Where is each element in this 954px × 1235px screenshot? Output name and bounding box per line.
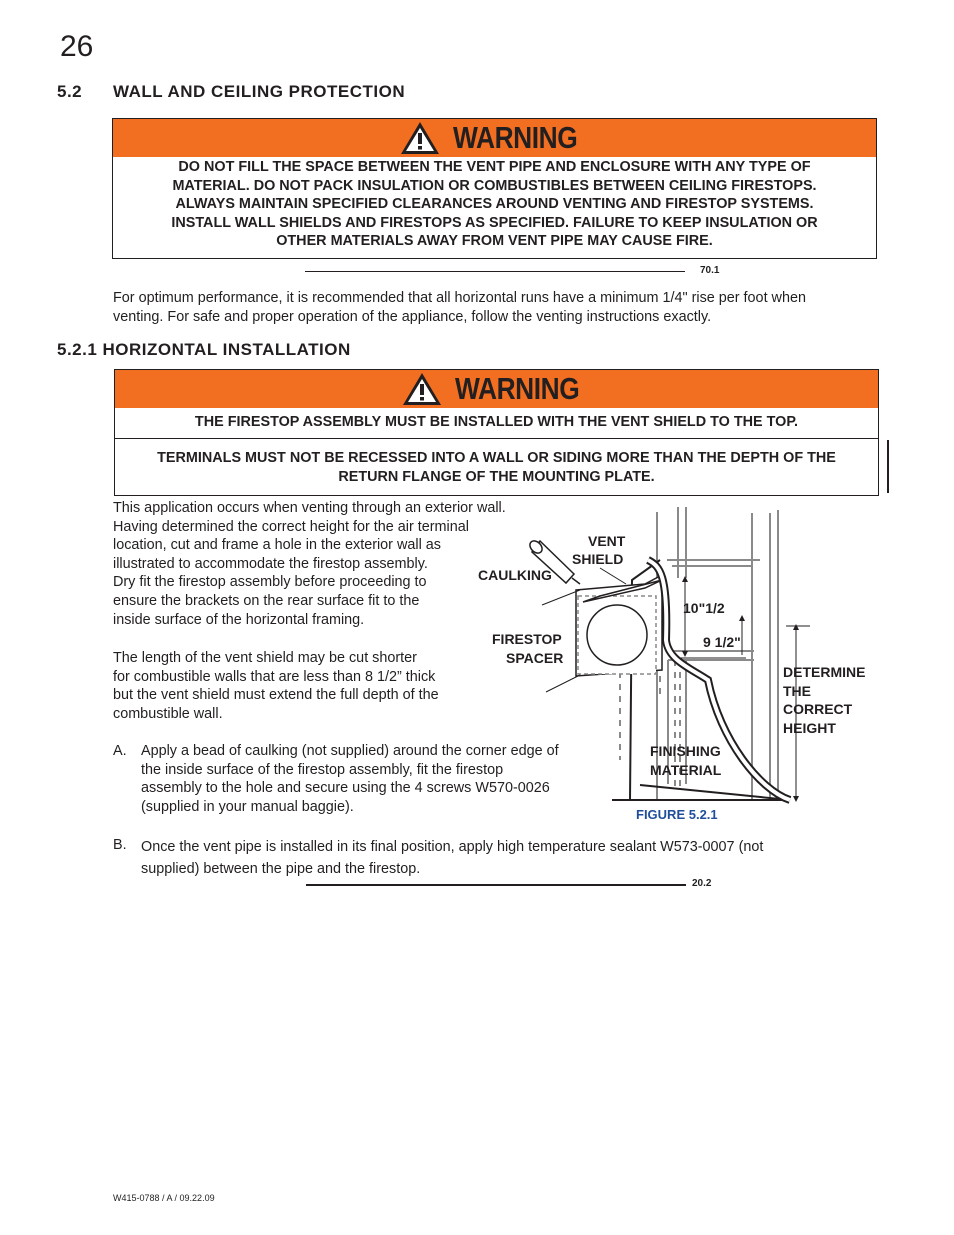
paragraph-line: The length of the vent shield may be cut shorter [113,650,417,666]
step-b-text [141,836,763,880]
subsection-title: 5.2.1 HORIZONTAL INSTALLATION [57,340,351,359]
label-dimension-2: 9 1/2" [703,634,741,650]
label-line: CORRECT [783,701,853,718]
warning-bar [113,119,876,157]
paragraph-line: for combustible walls that are less than 8 1/2” thick [113,668,436,685]
step-line: Apply a bead of caulking (not supplied) around the corner edge of [141,743,559,759]
paragraph-line: inside surface of the horizontal framing. [113,611,365,628]
warning-box-1 [112,118,877,259]
warning-row-2 [115,439,878,486]
step-line: the inside surface of the firestop assembly, fit the firestop [141,761,504,778]
warning-line: RETURN FLANGE OF THE MOUNTING PLATE. [338,468,655,485]
label-finishing: FINISHING [650,743,721,759]
change-bar [887,440,889,493]
paragraph-line: Dry fit the firestop assembly before proceeding to [113,574,427,591]
warning-triangle-icon [400,121,440,155]
paragraph-line: illustrated to accommodate the firestop assembly. [113,555,428,572]
page-number: 26 [60,30,94,63]
label-dimension-1: 10"1/2 [683,600,725,616]
warning-line: MATERIAL. DO NOT PACK INSULATION OR COMBUSTIBLES BETWEEN CEILING FIRESTOPS. [172,177,817,194]
label-caulking: CAULKING [478,567,552,583]
intro-line: venting. For safe and proper operation of the appliance, follow the venting instructions exactly. [113,308,712,325]
step-line: (supplied in your manual baggie). [141,798,354,815]
label-vent: VENT [588,533,626,549]
reference-code: 70.1 [700,265,720,276]
label-firestop: FIRESTOP [492,631,562,647]
intro-paragraph [113,289,806,326]
warning-bar [115,370,878,408]
section-number: 5.2 [57,82,83,101]
label-shield: SHIELD [572,551,624,567]
warning-title: WARNING [453,120,578,155]
document-code: W415-0788 / A / 09.22.09 [113,1193,215,1203]
paragraph-1 [113,499,506,629]
warning-line: DO NOT FILL THE SPACE BETWEEN THE VENT PIPE AND ENCLOSURE WITH ANY TYPE OF [178,159,811,175]
warning-row-1: THE FIRESTOP ASSEMBLY MUST BE INSTALLED WITH THE VENT SHIELD TO THE TOP. [115,408,878,439]
label-determine-height [783,663,865,737]
label-line: HEIGHT [783,719,836,736]
step-line: assembly to the hole and secure using the 4 screws W570-0026 [141,780,550,797]
label-line: THE [783,682,811,699]
warning-box-2 [114,369,879,496]
paragraph-line: ensure the brackets on the rear surface fit to the [113,592,420,609]
label-spacer: SPACER [506,650,564,666]
step-a-marker: A. [113,743,127,759]
step-line: supplied) between the pipe and the firestop. [141,861,421,877]
reference-rule [305,271,685,272]
paragraph-line: This application occurs when venting through an exterior wall. [113,500,506,516]
step-b-marker: B. [113,837,127,853]
paragraph-line: combustible wall. [113,705,223,722]
warning-line: INSTALL WALL SHIELDS AND FIRESTOPS AS SPECIFIED. FAILURE TO KEEP INSULATION OR [171,214,818,231]
step-line: Once the vent pipe is installed in its final position, apply high temperature sealant W573-0007 (not [141,839,764,855]
warning-triangle-icon [402,372,442,406]
reference-rule [306,884,686,886]
section-title: WALL AND CEILING PROTECTION [113,82,406,101]
label-line: DETERMINE [783,664,866,680]
label-material: MATERIAL [650,762,722,778]
paragraph-2 [113,649,439,723]
paragraph-line: but the vent shield must extend the full depth of the [113,687,439,704]
warning-title: WARNING [455,371,580,406]
warning-line: OTHER MATERIALS AWAY FROM VENT PIPE MAY CAUSE FIRE. [276,233,713,250]
warning-line: ALWAYS MAINTAIN SPECIFIED CLEARANCES AROUND VENTING AND FIRESTOP SYSTEMS. [175,196,814,213]
intro-line: For optimum performance, it is recommended that all horizontal runs have a minimum 1/4" rise per foot when [113,290,806,306]
paragraph-line: Having determined the correct height for the air terminal [113,518,469,535]
paragraph-line: location, cut and frame a hole in the exterior wall as [113,537,441,554]
figure-caption: FIGURE 5.2.1 [636,807,718,822]
warning-text [113,157,876,251]
reference-code: 20.2 [692,878,712,889]
warning-line: TERMINALS MUST NOT BE RECESSED INTO A WALL OR SIDING MORE THAN THE DEPTH OF THE [157,450,836,466]
